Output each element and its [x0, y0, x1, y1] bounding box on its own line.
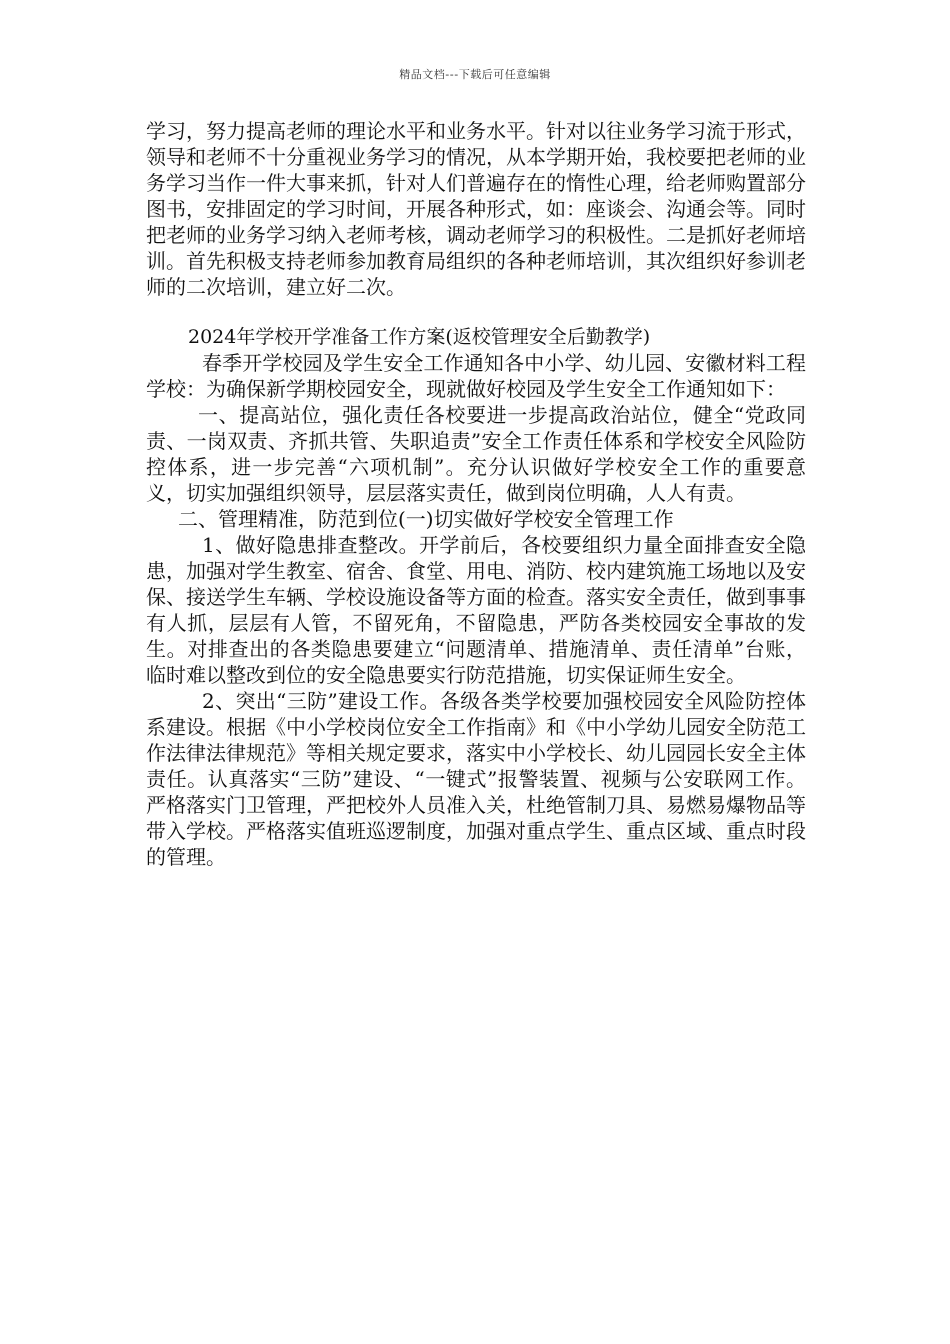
paragraph-section-one: 一、提高站位，强化责任各校要进一步提高政治站位，健全“党政同责、一岗双责、齐抓共管、失职追责”安全工作责任体系和学校安全风险防控体系，进一步完善“六项机制”。充分认识做好学校安全工作的重要意义，切实加强组织领导，层层落实责任，做到岗位明确，人人有责。	[146, 403, 806, 505]
paragraph-item-one: 1、做好隐患排查整改。开学前后，各校要组织力量全面排查安全隐患，加强对学生教室、宿舍、食堂、用电、消防、校内建筑施工场地以及安保、接送学生车辆、学校设施设备等方面的检查。落实安全责任，做到事事有人抓，层层有人管，不留死角，不留隐患，严防各类校园安全事故的发生。对排查出的各类隐患要建立“问题清单、措施清单、责任清单”台账，临时难以整改到位的安全隐患要实行防范措施，切实保证师生安全。	[146, 533, 806, 687]
paragraph-section-two-heading: 二、管理精准，防范到位(一)切实做好学校安全管理工作	[178, 507, 674, 531]
paragraph-gap	[146, 300, 806, 324]
paragraph-item-two: 2、突出“三防”建设工作。各级各类学校要加强校园安全风险防控体系建设。根据《中小学校岗位安全工作指南》和《中小学幼儿园安全防范工作法律法律规范》等相关规定要求，落实中小学校长、幼儿园园长安全主体责任。认真落实“三防”建设、“一键式”报警装置、视频与公安联网工作。严格落实门卫管理，严把校外人员准入关，杜绝管制刀具、易燃易爆物品等带入学校。严格落实值班巡逻制度，加强对重点学生、重点区域、重点时段的管理。	[146, 689, 806, 869]
document-body	[146, 118, 806, 870]
document-title: 2024年学校开学准备工作方案(返校管理安全后勤教学)	[188, 326, 651, 348]
paragraph-notice: 春季开学校园及学生安全工作通知各中小学、幼儿园、安徽材料工程学校：为确保新学期校园安全，现就做好校园及学生安全工作通知如下：	[146, 351, 806, 401]
page-header: 精品文档---下载后可任意编辑	[399, 68, 551, 81]
paragraph-study: 学习，努力提高老师的理论水平和业务水平。针对以往业务学习流于形式，领导和老师不十分重视业务学习的情况，从本学期开始，我校要把老师的业务学习当作一件大事来抓，针对人们普遍存在的惰性心理，给老师购置部分图书，安排固定的学习时间，开展各种形式，如：座谈会、沟通会等。同时把老师的业务学习纳入老师考核，调动老师学习的积极性。二是抓好老师培训。首先积极支持老师参加教育局组织的各种老师培训，其次组织好参训老师的二次培训，建立好二次。	[146, 119, 806, 299]
